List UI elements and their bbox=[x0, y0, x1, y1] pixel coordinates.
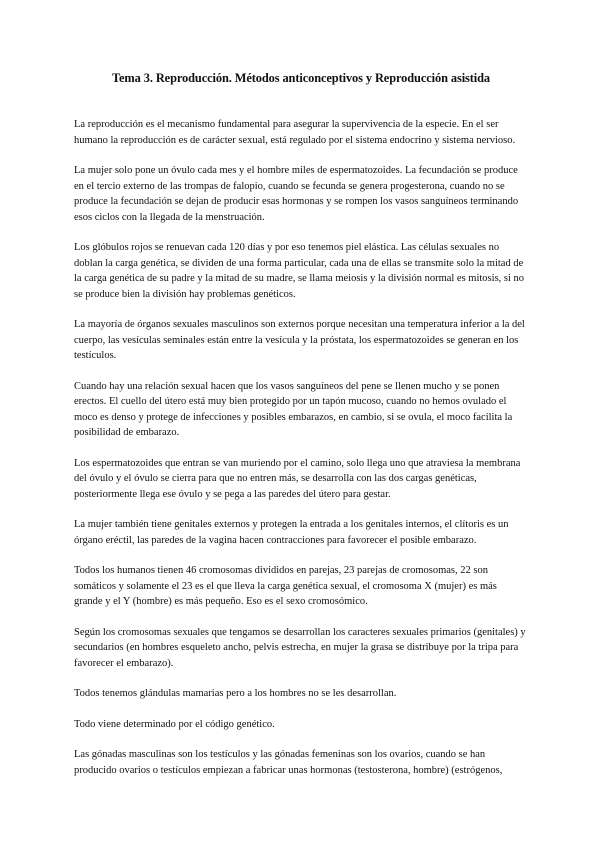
paragraph: Según los cromosomas sexuales que tengamos se desarrollan los caracteres sexuales primarios (genitales) y secundarios (en hombres esqueleto ancho, pelvis estrecha, en mujer la grasa se distribuye por la tripa para favorecer el embarazo). bbox=[74, 626, 526, 669]
document-title: Tema 3. Reproducción. Métodos anticonceptivos y Reproducción asistida bbox=[111, 71, 491, 85]
paragraph: La mujer solo pone un óvulo cada mes y el hombre miles de espermatozoides. La fecundación se produce en el tercio externo de las trompas de falopio, cuando se fecunda se genera progesterona, cuando no se produce la fecundación se dejan de producir esas hormonas y se rompen los vasos sanguíneos terminando esos ciclos con la llegada de la menstruación. bbox=[74, 165, 519, 223]
paragraph: La mayoría de órganos sexuales masculinos son externos porque necesitan una temperatura inferior a la del cuerpo, las vesículas seminales están entre la vesícula y la próstata, los espermatozoides se generan en los testículos. bbox=[74, 319, 525, 361]
paragraph: Los espermatozoides que entran se van muriendo por el camino, solo llega uno que atraviesa la membrana del óvulo y el óvulo se cierra para que no entren más, se desarrolla con las dos cargas genéticas, posteriormente llega ese óvulo y se pega a las paredes del útero para gestar. bbox=[74, 457, 521, 500]
paragraph: Todo viene determinado por el código genético. bbox=[74, 718, 275, 730]
paragraph: La mujer también tiene genitales externos y protegen la entrada a los genitales internos, el clítoris es un órgano eréctil, las paredes de la vagina hacen contracciones para favorecer el posible embarazo. bbox=[74, 519, 509, 546]
paragraph: Todos los humanos tienen 46 cromosomas divididos en parejas, 23 parejas de cromosomas, 22 son somáticos y solamente el 23 es el que lleva la carga genética sexual, el cromosoma X (mujer) es más grande y el Y (hombre) es más pequeño. Eso es el sexo cromosómico. bbox=[74, 565, 497, 607]
paragraph: Todos tenemos glándulas mamarias pero a los hombres no se les desarrollan. bbox=[74, 688, 397, 699]
paragraph: Las gónadas masculinas son los testículos y las gónadas femeninas son los ovarios, cuando se han producido ovarios o testículos empiezan a fabricar unas hormonas (testosterona, hombre) (estrógenos, bbox=[74, 749, 503, 776]
paragraph: Cuando hay una relación sexual hacen que los vasos sanguíneos del pene se llenen mucho y se ponen erectos. El cuello del útero está muy bien protegido por un tapón mucoso, cuando no hemos ovulado el moco es denso y protege de infecciones y posibles embarazos, en cambio, si se ovula, el moco facilita la posibilidad de embarazo. bbox=[74, 380, 513, 438]
paragraph: Los glóbulos rojos se renuevan cada 120 días y por eso tenemos piel elástica. Las células sexuales no doblan la carga genética, se dividen de una forma particular, cada una de ellas se transmite solo la mitad de la carga genética de su padre y la mitad de su madre, se llama meiosis y la división normal es mitosis, si no se produce bien la división hay problemas genéticos. bbox=[74, 242, 525, 300]
paragraph: La reproducción es el mecanismo fundamental para asegurar la supervivencia de la especie. En el ser humano la reproducción es de carácter sexual, está regulado por el sistema endocrino y sistema nervioso. bbox=[74, 119, 516, 146]
